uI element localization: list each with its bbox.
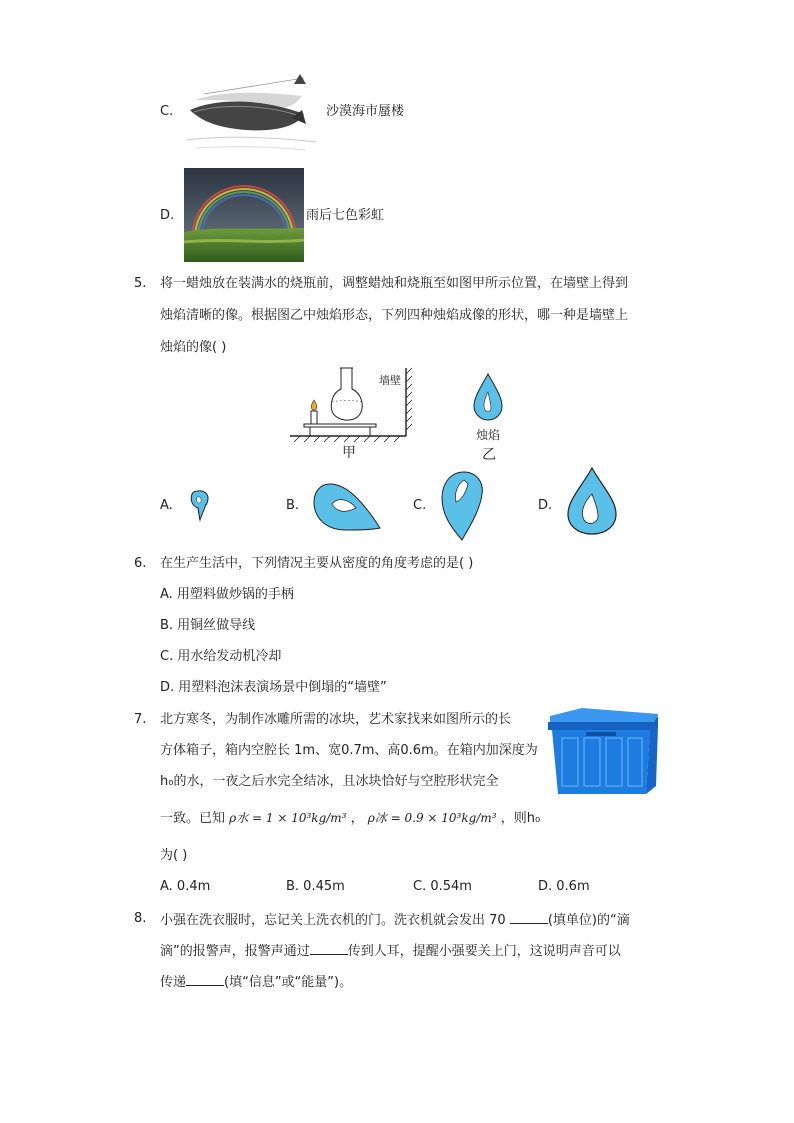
q7-line4: [160, 808, 540, 829]
q5-option-b-letter: B.: [286, 498, 300, 513]
density-ice-formula: ρ冰 = 0.9 × 10³kg/m³: [367, 811, 497, 825]
q8-line3-text-b: (填“信息”或“能量”)。: [224, 975, 353, 990]
option-c-letter: C.: [160, 104, 174, 119]
figure-yi-label: 乙: [482, 447, 496, 463]
wall-label: 墙壁: [379, 374, 401, 387]
q7-line4-prefix: 一致。已知: [160, 811, 226, 826]
density-water-formula: ρ水 = 1 × 10³kg/m³: [229, 811, 347, 825]
q7-option-d: D. 0.6m: [538, 879, 590, 894]
q8-line2-text-b: 传到人耳，提醒小强要关上门，这说明声音可以: [347, 944, 621, 959]
q7-line1: 北方寒冬，为制作冰雕所需的冰块，艺术家找来如图所示的长: [160, 712, 512, 727]
q8-line1: [160, 909, 630, 931]
q7-line4-suffix: ，则h₀: [500, 811, 541, 826]
q6-option-d: D. 用塑料泡沫表演场景中倒塌的“墙壁”: [160, 680, 387, 695]
q5-line3: 烛焰的像( ): [160, 340, 227, 355]
option-d-label: 雨后七色彩虹: [306, 208, 385, 223]
q6-option-b: B. 用铜丝做导线: [160, 618, 256, 633]
q5-number: 5.: [134, 276, 147, 291]
q7-option-a: A. 0.4m: [160, 879, 211, 894]
q5-line1: 将一蜡烛放在装满水的烧瓶前，调整蜡烛和烧瓶至如图甲所示位置，在墙壁上得到: [160, 276, 629, 291]
flame-figure: [472, 372, 504, 422]
q8-number: 8.: [134, 911, 147, 926]
figure-jia-label: 甲: [342, 445, 356, 461]
q8-line3-text-a: 传递: [160, 975, 187, 990]
q5-line2: 烛焰清晰的像。根据图乙中烛焰形态，下列四种烛焰成像的形状，哪一种是墙壁上: [160, 308, 629, 323]
q7-option-b: B. 0.45m: [286, 879, 345, 894]
mirage-image: [176, 70, 326, 155]
q7-line2: 方体箱子，箱内空腔长 1m、宽0.7m、高0.6m。在箱内加深度为: [160, 743, 538, 758]
q5-option-d-flame: [564, 466, 620, 536]
q5-option-a-flame: [188, 488, 212, 524]
q6-option-c: C. 用水给发动机冷却: [160, 649, 282, 664]
q5-option-c-letter: C.: [413, 498, 427, 513]
q8-line3: [160, 971, 352, 993]
option-d-letter: D.: [160, 208, 175, 223]
q6-number: 6.: [134, 556, 147, 571]
q7-line4-separator: ，: [350, 811, 364, 826]
q8-line1-text-b: (填单位)的“滴: [547, 913, 630, 928]
flame-label: 烛焰: [476, 428, 501, 442]
q7-option-c: C. 0.54m: [413, 879, 472, 894]
q5-option-c-flame: [438, 470, 486, 542]
q8-line1-text-a: 小强在洗衣服时，忘记关上洗衣机的门。洗衣机就会发出 70: [160, 913, 510, 928]
q5-option-d-letter: D.: [538, 498, 553, 513]
q7-line3: h₀的水，一夜之后水完全结冰，且冰块恰好与空腔形状完全: [160, 774, 499, 789]
q8-line2: [160, 940, 621, 962]
blank-info-energy[interactable]: [186, 971, 224, 986]
q5-option-a-letter: A.: [160, 498, 173, 513]
q8-line2-text-a: 滴”的报警声，报警声通过: [160, 944, 310, 959]
q7-number: 7.: [134, 712, 147, 727]
q5-option-b-flame: [312, 480, 382, 532]
q7-line5: 为( ): [160, 848, 188, 863]
q6-stem: 在生产生活中，下列情况主要从密度的角度考虑的是( ): [160, 556, 474, 571]
blank-medium[interactable]: [310, 940, 348, 955]
storage-box-image: [546, 706, 660, 800]
blank-unit[interactable]: [510, 909, 548, 924]
q6-option-a: A. 用塑料做炒锅的手柄: [160, 587, 294, 602]
option-c-label: 沙漠海市蜃楼: [326, 104, 405, 119]
rainbow-image: [184, 168, 304, 262]
